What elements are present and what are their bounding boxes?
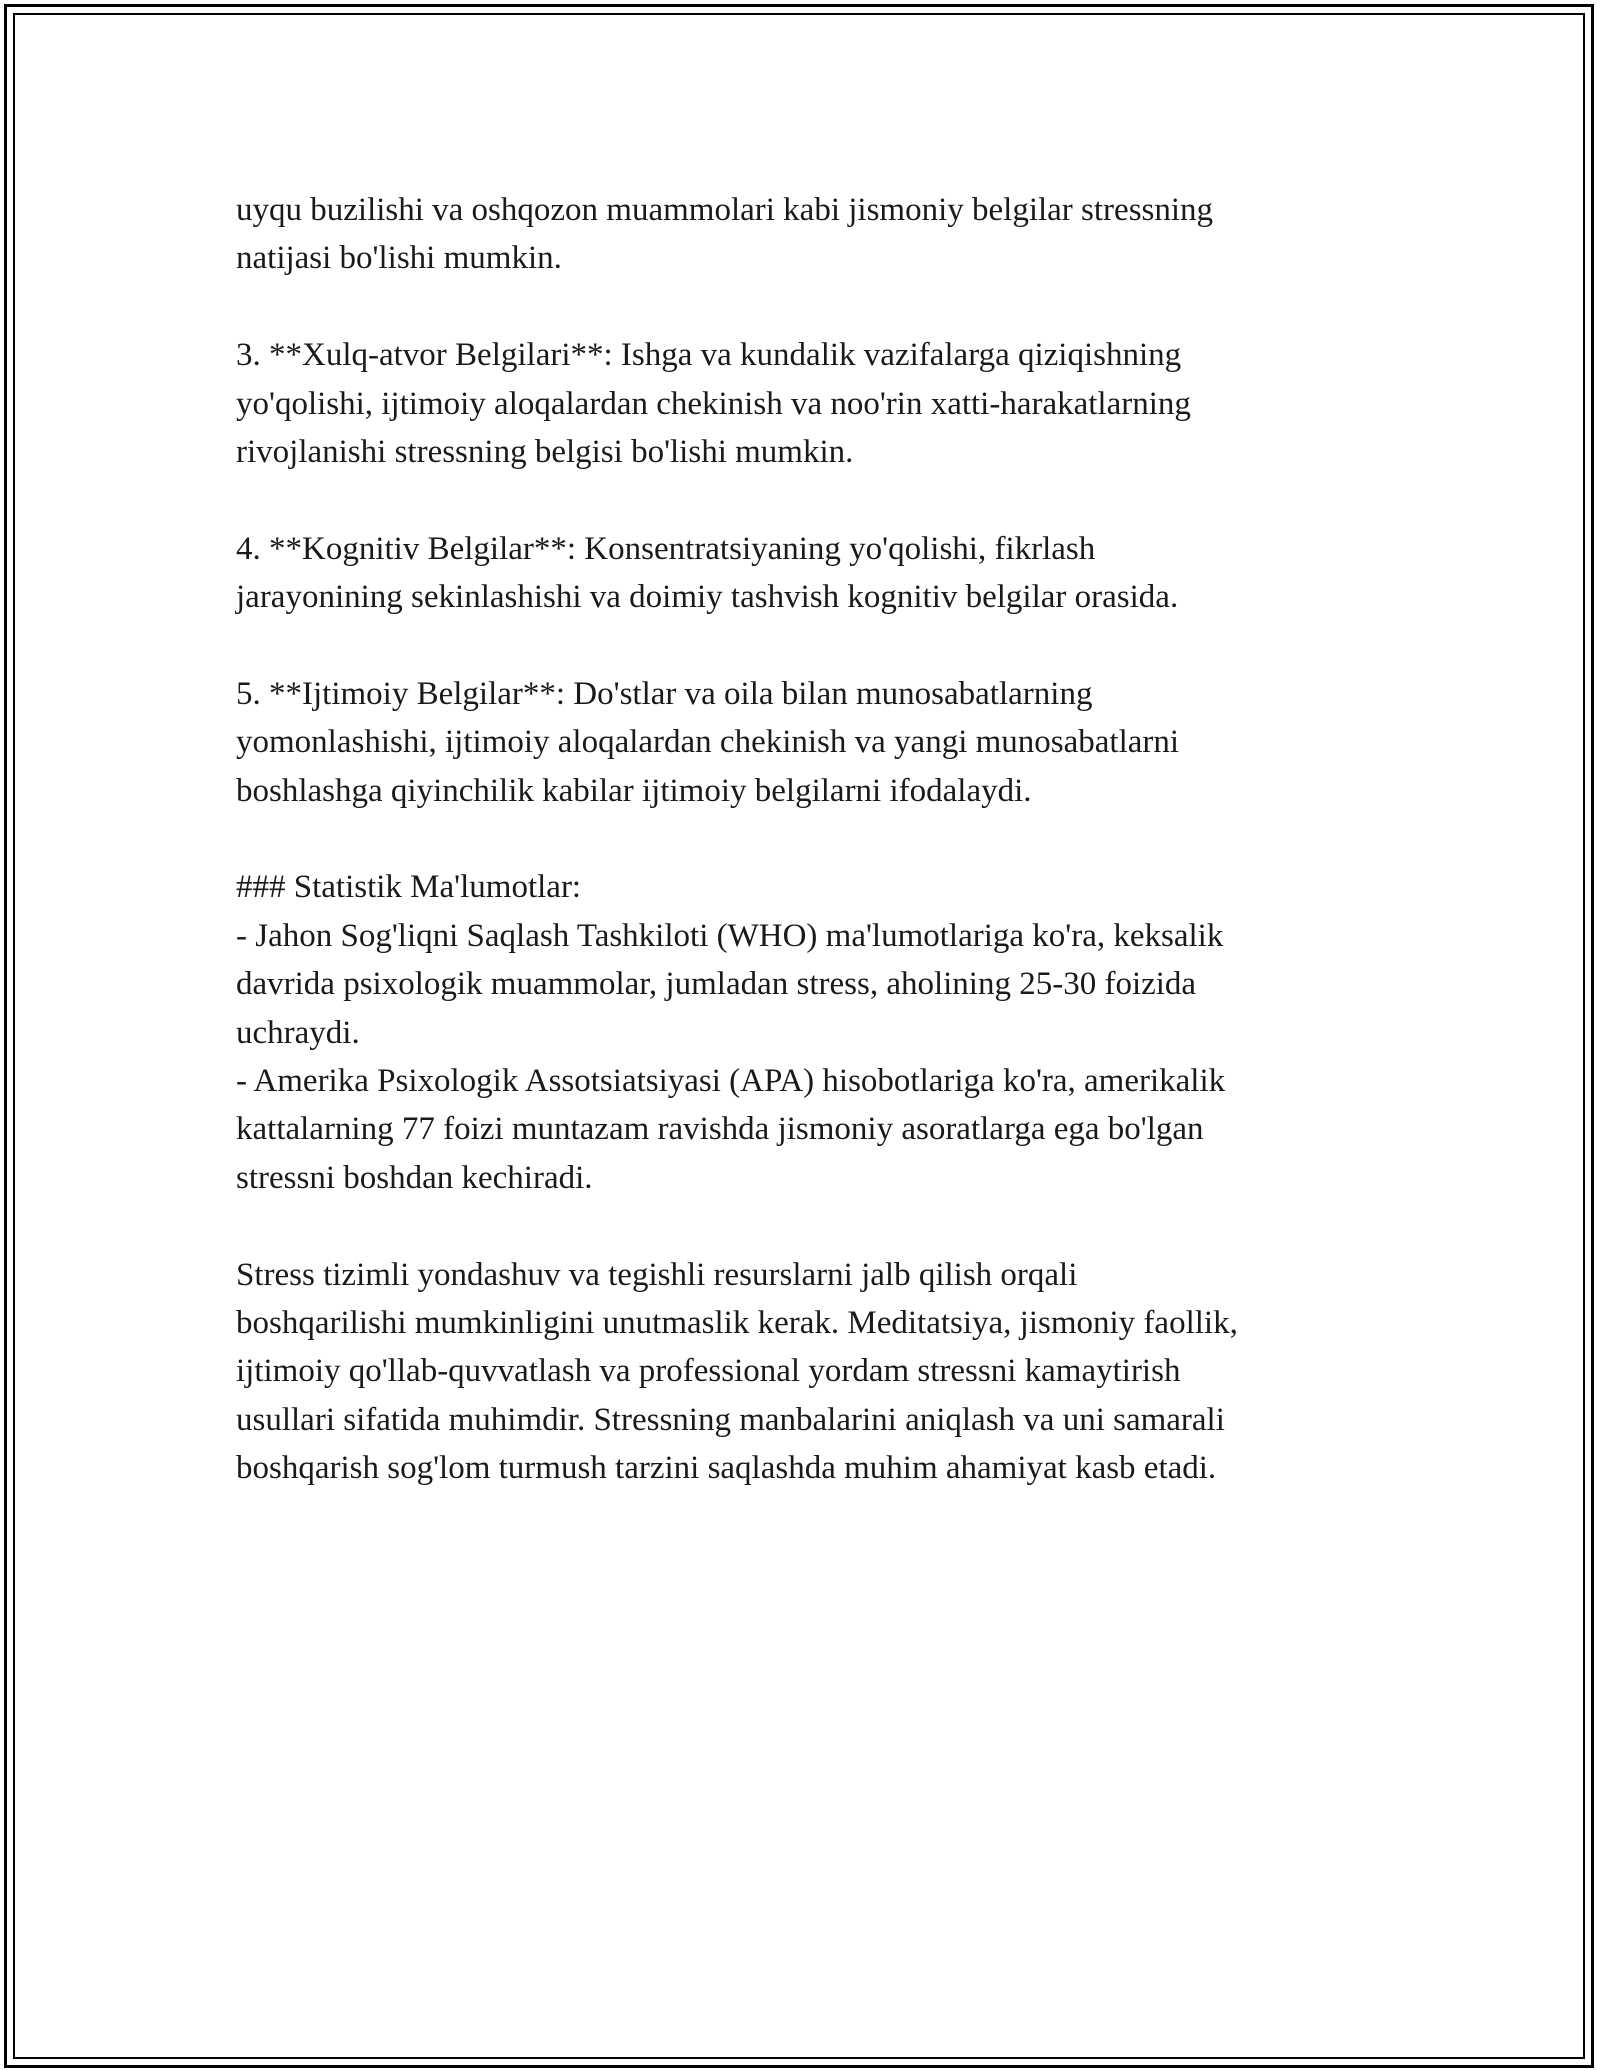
text-line: boshlashga qiyinchilik kabilar ijtimoiy belgilarni ifodalaydi. xyxy=(236,772,1032,809)
text-line: yomonlashishi, ijtimoiy aloqalardan chekinish va yangi munosabatlarni xyxy=(236,724,1180,761)
paragraph xyxy=(236,186,1376,283)
text-line: boshqarilishi mumkinligini unutmaslik kerak. Meditatsiya, jismoniy faollik, xyxy=(236,1304,1238,1341)
paragraph xyxy=(236,863,1376,1202)
text-line: natijasi bo'lishi mumkin. xyxy=(236,240,562,277)
text-line: 4. **Kognitiv Belgilar**: Konsentratsiyaning yo'qolishi, fikrlash xyxy=(236,530,1096,567)
text-line: boshqarish sog'lom turmush tarzini saqlashda muhim ahamiyat kasb etadi. xyxy=(236,1450,1217,1487)
text-line: ijtimoiy qo'llab-quvvatlash va professional yordam stressni kamaytirish xyxy=(236,1353,1181,1390)
text-line: stressni boshdan kechiradi. xyxy=(236,1159,593,1196)
text-line: kattalarning 77 foizi muntazam ravishda jismoniy asoratlarga ega bo'lgan xyxy=(236,1111,1204,1148)
paragraph-gap xyxy=(236,1202,1376,1250)
paragraph xyxy=(236,525,1376,622)
paragraph xyxy=(236,1251,1376,1493)
text-line: davrida psixologik muammolar, jumladan stress, aholining 25-30 foizida xyxy=(236,966,1197,1003)
document-body xyxy=(236,186,1376,1493)
text-line: 3. **Xulq-atvor Belgilari**: Ishga va kundalik vazifalarga qiziqishning xyxy=(236,337,1182,374)
text-line: uyqu buzilishi va oshqozon muammolari kabi jismoniy belgilar stressning xyxy=(236,192,1214,228)
paragraph-gap xyxy=(236,815,1376,863)
text-line: uchraydi. xyxy=(236,1014,360,1051)
text-line: rivojlanishi stressning belgisi bo'lishi mumkin. xyxy=(236,433,854,470)
text-line: Stress tizimli yondashuv va tegishli resurslarni jalb qilish orqali xyxy=(236,1256,1078,1293)
text-line: ### Statistik Ma'lumotlar: xyxy=(236,869,582,906)
text-line: 5. **Ijtimoiy Belgilar**: Do'stlar va oila bilan munosabatlarning xyxy=(236,675,1093,712)
text-line: jarayonining sekinlashishi va doimiy tashvish kognitiv belgilar orasida. xyxy=(236,579,1179,616)
text-line: usullari sifatida muhimdir. Stressning manbalarini aniqlash va uni samarali xyxy=(236,1401,1225,1438)
paragraph-gap xyxy=(236,476,1376,524)
paragraph-gap xyxy=(236,283,1376,331)
paragraph xyxy=(236,670,1376,815)
paragraph-gap xyxy=(236,622,1376,670)
paragraph xyxy=(236,331,1376,476)
text-line: yo'qolishi, ijtimoiy aloqalardan chekinish va noo'rin xatti-harakatlarning xyxy=(236,385,1191,422)
text-line: - Jahon Sog'liqni Saqlash Tashkiloti (WHO) ma'lumotlariga ko'ra, keksalik xyxy=(236,917,1224,954)
text-line: - Amerika Psixologik Assotsiatsiyasi (APA) hisobotlariga ko'ra, amerikalik xyxy=(236,1063,1226,1100)
